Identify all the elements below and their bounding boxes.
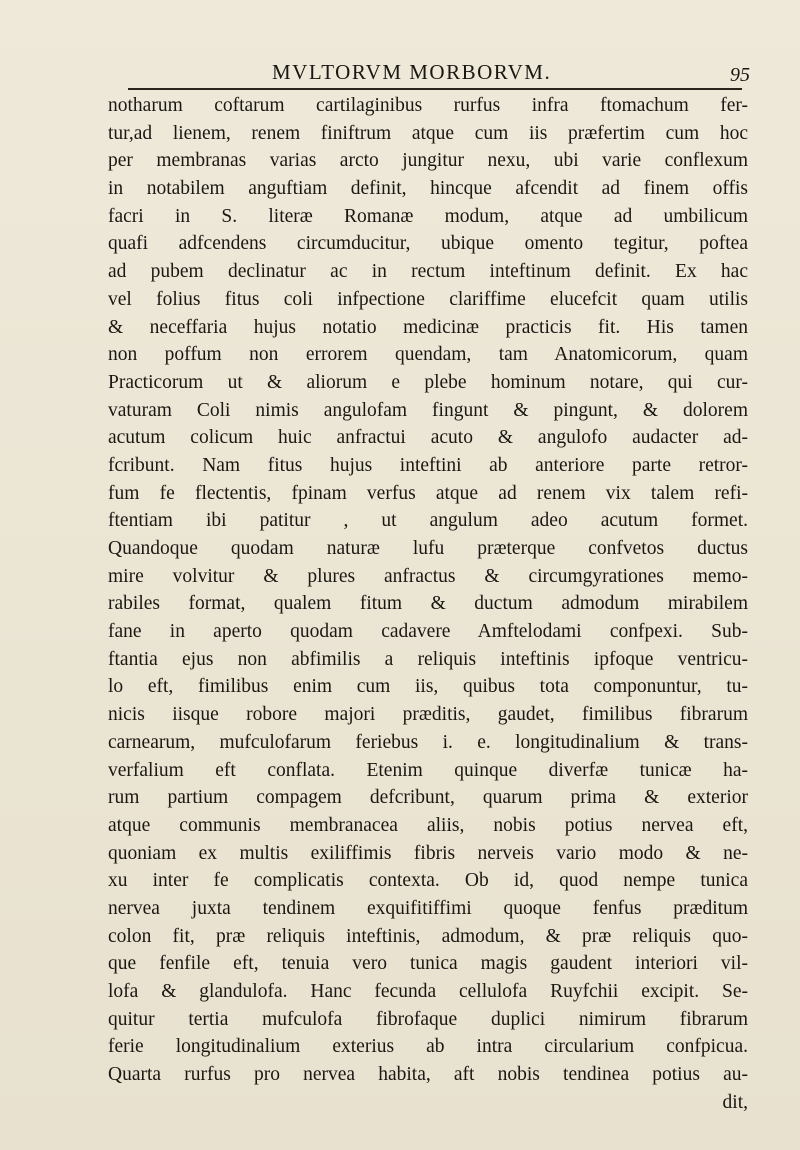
text-line: quafi adfcendens circumducitur, ubique omento tegitur, poftea xyxy=(108,233,748,255)
text-line: & neceffaria hujus notatio medicinæ practicis fit. His tamen xyxy=(108,316,748,338)
text-line: rabiles format, qualem fitum & ductum admodum mirabilem xyxy=(108,593,748,615)
text-line: facri in S. literæ Romanæ modum, atque ad umbilicum xyxy=(108,205,748,227)
text-line: Quarta rurfus pro nervea habita, aft nobis tendinea potius au- xyxy=(108,1064,748,1086)
text-line: quitur tertia mufculofa fibrofaque duplici nimirum fibrarum xyxy=(108,1008,748,1030)
text-line: rum partium compagem defcribunt, quarum prima & exterior xyxy=(108,787,748,809)
text-line: lofa & glandulofa. Hanc fecunda cellulofa Ruyfchii excipit. Se- xyxy=(108,981,748,1002)
text-line: colon fit, præ reliquis inteftinis, admodum, & præ reliquis quo- xyxy=(108,925,748,947)
text-line: mire volvitur & plures anfractus & circumgyrationes memo- xyxy=(108,565,748,587)
page-number: 95 xyxy=(730,64,750,86)
text-line: dit, xyxy=(722,1091,748,1113)
text-line: atque communis membranacea aliis, nobis potius nervea eft, xyxy=(108,814,748,836)
text-line: vaturam Coli nimis angulofam fingunt & pingunt, & dolorem xyxy=(108,399,748,421)
text-line: que fenfile eft, tenuia vero tunica magis gaudent interiori vil- xyxy=(108,953,748,975)
text-line: non poffum non errorem quendam, tam Anatomicorum, quam xyxy=(108,344,748,366)
text-line: verfalium eft conflata. Etenim quinque diverfæ tunicæ ha- xyxy=(108,759,748,781)
body-text xyxy=(108,92,748,1116)
text-line: ftentiam ibi patitur , ut angulum adeo acutum formet. xyxy=(108,510,748,532)
text-line: fcribunt. Nam fitus hujus inteftini ab anteriore parte retror- xyxy=(108,454,748,476)
text-line: ferie longitudinalium exterius ab intra circularium confpicua. xyxy=(108,1036,748,1058)
text-line: Quandoque quodam naturæ lufu præterque confvetos ductus xyxy=(108,538,748,559)
text-line: vel folius fitus coli infpectione clariffime elucefcit quam utilis xyxy=(108,288,748,310)
text-line: carnearum, mufculofarum feriebus i. e. longitudinalium & trans- xyxy=(108,731,748,753)
text-line: in notabilem anguftiam definit, hincque afcendit ad finem offis xyxy=(108,178,748,200)
text-line: lo eft, fimilibus enim cum iis, quibus tota componuntur, tu- xyxy=(108,676,748,698)
text-line: xu inter fe complicatis contexta. Ob id, quod nempe tunica xyxy=(108,870,748,892)
text-line: Practicorum ut & aliorum e plebe hominum notare, qui cur- xyxy=(108,371,748,393)
text-line: nervea juxta tendinem exquifitiffimi quoque fenfus præditum xyxy=(108,897,748,919)
text-line: ad pubem declinatur ac in rectum inteftinum definit. Ex hac xyxy=(108,261,748,283)
text-line: notharum coftarum cartilaginibus rurfus infra ftomachum fer- xyxy=(108,95,748,116)
text-line: nicis iisque robore majori præditis, gaudet, fimilibus fibrarum xyxy=(108,704,748,726)
text-line: ftantia ejus non abfimilis a reliquis inteftinis ipfoque ventricu- xyxy=(108,648,748,670)
text-line: fane in aperto quodam cadavere Amftelodami confpexi. Sub- xyxy=(108,621,748,643)
text-line: tur,ad lienem, renem finiftrum atque cum iis præfertim cum hoc xyxy=(108,122,748,144)
text-line: acutum colicum huic anfractui acuto & angulofo audacter ad- xyxy=(108,427,748,449)
text-line: quoniam ex multis exiliffimis fibris nerveis vario modo & ne- xyxy=(108,842,748,864)
header-rule xyxy=(128,88,742,90)
running-title: MVLTORVM MORBORVM. xyxy=(272,60,552,84)
text-line: fum fe flectentis, fpinam verfus atque ad renem vix talem refi- xyxy=(108,482,748,504)
text-line: per membranas varias arcto jungitur nexu, ubi varie conflexum xyxy=(108,150,748,172)
